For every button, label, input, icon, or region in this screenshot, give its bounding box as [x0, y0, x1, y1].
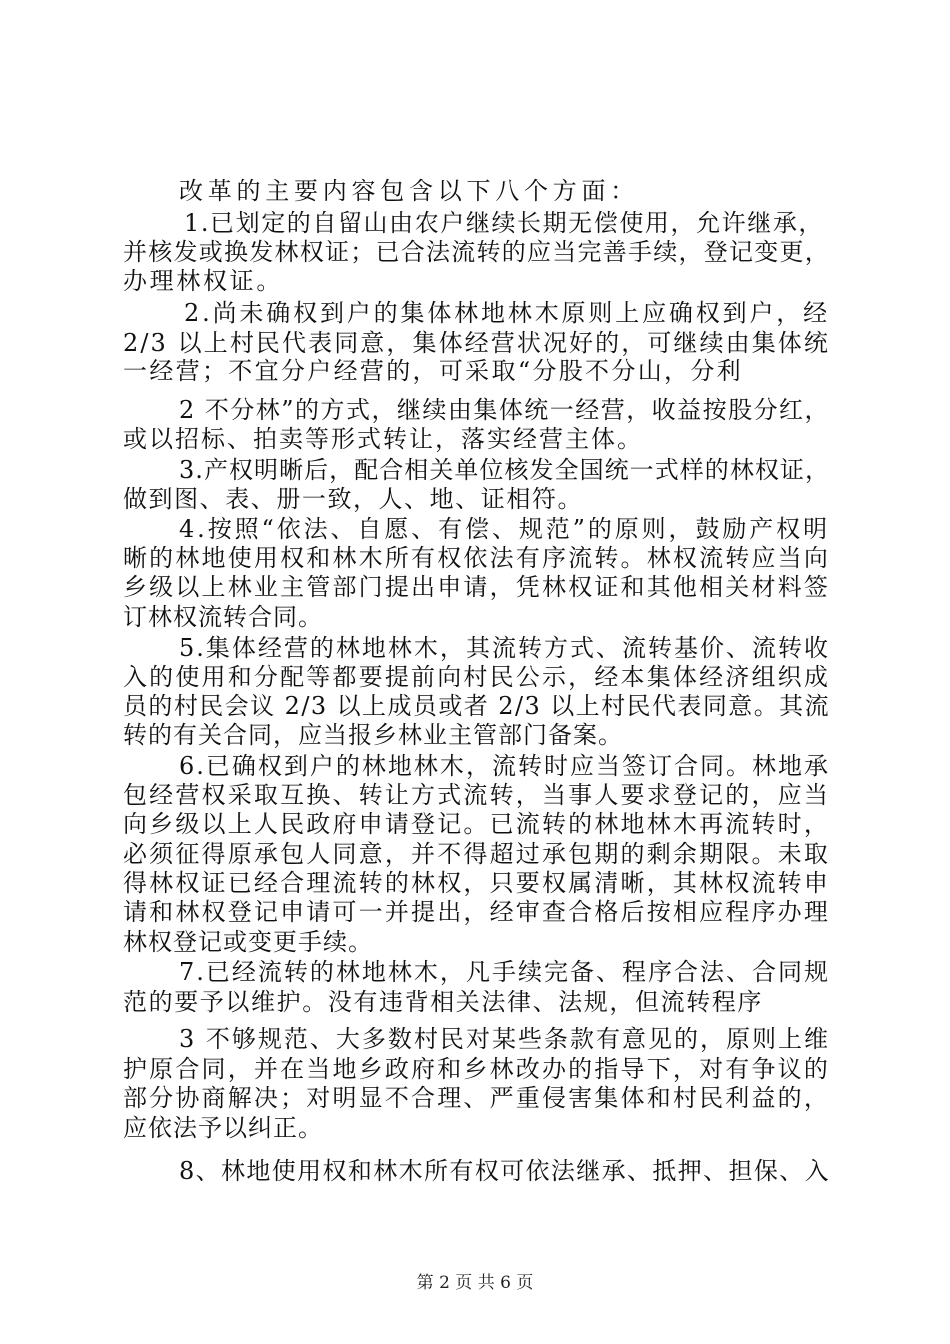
text-line: 2 不分林”的方式，继续由集体统一经营，收益按股分红，: [179, 396, 830, 424]
text-line: 护原合同，并在当地乡政府和乡林改办的指导下，对有争议的: [123, 1055, 830, 1083]
text-line: 并核发或换发林权证；已合法流转的应当完善手续，登记变更，: [123, 238, 830, 266]
text-line: 办理林权证。: [123, 267, 283, 295]
page-footer: 第 2 页 共 6 页: [416, 1273, 534, 1293]
text-line: 5.集体经营的林地林木，其流转方式、流转基价、流转收: [179, 634, 830, 662]
text-line: 或以招标、拍卖等形式转让，落实经营主体。: [123, 425, 643, 453]
text-line: 部分协商解决；对明显不合理、严重侵害集体和村民利益的，: [123, 1084, 830, 1112]
text-line: 林权登记或变更手续。: [123, 928, 373, 956]
text-line: 向乡级以上人民政府申请登记。已流转的林地林木再流转时，: [123, 810, 830, 838]
text-line: 7.已经流转的林地林木，凡手续完备、程序合法、合同规: [179, 958, 830, 986]
text-line: 包经营权采取互换、转让方式流转，当事人要求登记的，应当: [123, 781, 830, 809]
text-line: 2/3 以上村民代表同意，集体经营状况好的，可继续由集体统: [123, 329, 830, 357]
text-line: 乡级以上林业主管部门提出申请，凭林权证和其他相关材料签: [123, 573, 830, 601]
text-line: 应依法予以纠正。: [123, 1114, 323, 1142]
text-line: 4.按照“依法、自愿、有偿、规范”的原则，鼓励产权明: [179, 515, 830, 543]
text-line: 改革的主要内容包含以下八个方面：: [179, 177, 639, 205]
text-line: 范的要予以维护。没有违背相关法律、法规，但流转程序: [123, 988, 763, 1016]
text-line: 3 不够规范、大多数村民对某些条款有意见的，原则上维: [179, 1025, 830, 1053]
text-line: 得林权证已经合理流转的林权，只要权属清晰，其林权流转申: [123, 869, 830, 897]
text-line: 做到图、表、册一致，人、地、证相符。: [123, 485, 583, 513]
text-line: 6.已确权到户的林地林木，流转时应当签订合同。林地承: [179, 752, 830, 780]
text-line: 3.产权明晰后，配合相关单位核发全国统一式样的林权证，: [179, 456, 830, 484]
text-line: 员的村民会议 2/3 以上成员或者 2/3 以上村民代表同意。其流: [123, 692, 830, 720]
text-line: 晰的林地使用权和林木所有权依法有序流转。林权流转应当向: [123, 544, 830, 572]
text-line: 必须征得原承包人同意，并不得超过承包期的剩余期限。未取: [123, 840, 830, 868]
text-line: 8、林地使用权和林木所有权可依法继承、抵押、担保、入: [179, 1157, 830, 1185]
text-line: 转的有关合同，应当报乡林业主管部门备案。: [123, 721, 623, 749]
text-line: 一经营；不宜分户经营的，可采取“分股不分山，分利: [123, 357, 743, 385]
text-line: 入的使用和分配等都要提前向村民公示，经本集体经济组织成: [123, 663, 830, 691]
text-line: 2.尚未确权到户的集体林地林木原则上应确权到户，经: [184, 299, 830, 327]
text-line: 1.已划定的自留山由农户继续长期无偿使用，允许继承，: [184, 209, 824, 237]
text-line: 订林权流转合同。: [123, 603, 323, 631]
text-line: 请和林权登记申请可一并提出，经审查合格后按相应程序办理: [123, 898, 830, 926]
